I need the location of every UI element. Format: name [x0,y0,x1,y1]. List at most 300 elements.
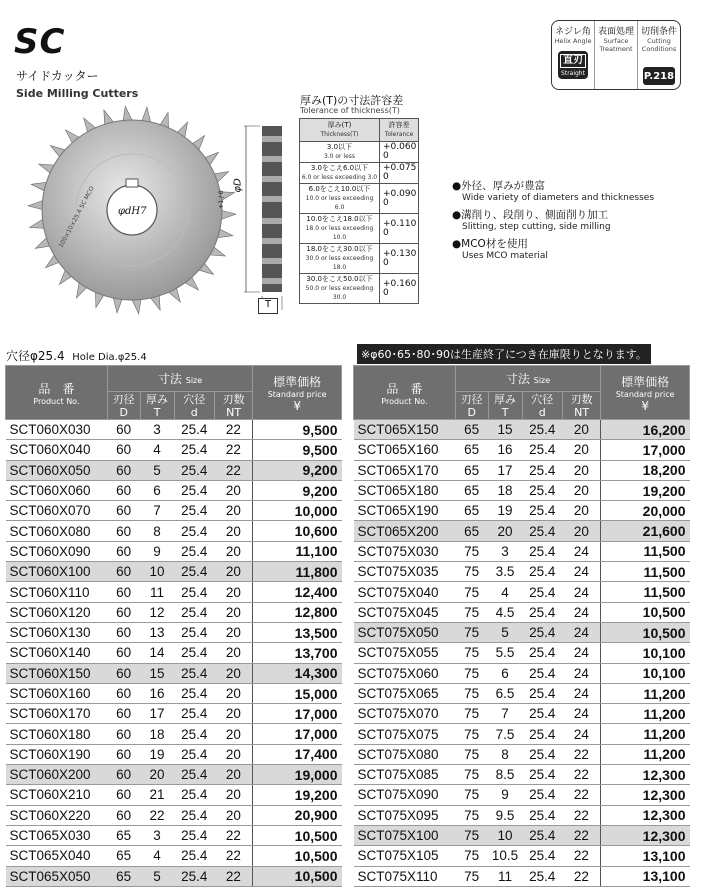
table-row [354,744,690,764]
cutter-diameter: 65 [455,420,488,440]
tooth-count: 22 [563,744,601,764]
standard-price: 19,000 [253,765,342,785]
thickness: 3.5 [488,562,522,582]
tooth-count: 22 [215,866,253,886]
table-row [354,480,690,500]
thickness: 22 [140,805,174,825]
hole-diameter: 25.4 [522,683,562,703]
tolerance-table [299,118,419,304]
product-number: SCT060X030 [6,420,108,440]
tooth-count: 20 [563,460,601,480]
thickness: 7.5 [488,724,522,744]
thickness: 12 [140,602,174,622]
thickness: 18 [488,480,522,500]
standard-price: 13,100 [601,866,690,886]
standard-price: 10,000 [253,501,342,521]
table-row [354,541,690,561]
product-number: SCT075X070 [354,704,456,724]
tol-range: 3.0をこえ6.0以下 6.0 or less exceeding 3.0 [300,163,380,184]
product-number: SCT075X075 [354,724,456,744]
table-row [6,724,342,744]
tooth-count: 24 [563,622,601,642]
standard-price: 18,200 [601,460,690,480]
product-number: SCT060X130 [6,622,108,642]
table-row [6,683,342,703]
feature-item [452,236,654,261]
product-number: SCT060X190 [6,744,108,764]
thickness: 17 [140,704,174,724]
thickness: 10.5 [488,846,522,866]
cutter-diameter: 60 [107,501,140,521]
helix-label-en: Helix Angle [554,37,592,45]
table-row [6,663,342,683]
thickness: 16 [488,440,522,460]
cutter-diameter: 60 [107,460,140,480]
cutter-diameter: 65 [455,440,488,460]
cutter-diameter: 60 [107,724,140,744]
product-number: SCT060X040 [6,440,108,460]
hole-diameter: 25.4 [522,501,562,521]
cutting-label-jp: 切削条件 [640,27,677,37]
tooth-count: 22 [563,866,601,886]
thickness: 5 [488,622,522,642]
helix-label-jp: ネジレ角 [555,27,591,37]
feature-jp: ●MCO材を使用 [452,238,528,250]
tooth-count: 20 [215,480,253,500]
table-row [354,785,690,805]
hole-diameter: 25.4 [174,643,214,663]
tooth-count: 20 [563,521,601,541]
thickness: 13 [140,622,174,642]
tooth-count: 20 [215,805,253,825]
hole-diameter: 25.4 [174,683,214,703]
cutting-conditions-cell [638,21,680,89]
tol-range: 6.0をこえ10.0以下 10.0 or less exceeding 6.0 [300,184,380,214]
header-T: 厚み T [488,392,522,420]
product-number: SCT060X070 [6,501,108,521]
tolerance-row [300,214,419,244]
table-row [354,704,690,724]
header-T: 厚み T [140,392,174,420]
header-d: 穴径 d [174,392,214,420]
table-row [6,785,342,805]
standard-price: 11,800 [253,562,342,582]
cutter-diameter: 75 [455,805,488,825]
tooth-count: 24 [563,602,601,622]
discontinued-notice: ※φ60･65･80･90は生産終了につき在庫限りとなります。 [357,344,651,364]
thickness: 15 [488,420,522,440]
table-row [6,420,342,440]
cutter-diameter: 60 [107,440,140,460]
standard-price: 9,500 [253,420,342,440]
straight-flute-icon [558,51,588,79]
hole-diameter: 25.4 [522,541,562,561]
product-number: SCT075X055 [354,643,456,663]
cutting-label-en: Cutting Conditions [641,37,677,53]
thickness: 8 [488,744,522,764]
hole-diameter: 25.4 [174,724,214,744]
straight-label-jp: 直刃 [560,54,586,68]
thickness: 16 [140,683,174,703]
thickness: 4.5 [488,602,522,622]
tolerance-row [300,184,419,214]
thickness: 9 [140,541,174,561]
helix-angle-cell [552,21,595,89]
table-row [354,420,690,440]
tol-value: +0.110 0 [380,214,419,244]
tooth-count: 20 [563,501,601,521]
cutter-diameter: 75 [455,663,488,683]
standard-price: 11,200 [601,683,690,703]
thickness: 14 [140,643,174,663]
table-row [354,521,690,541]
standard-price: 19,200 [601,480,690,500]
feature-jp: ●外径、厚みが豊富 [452,180,546,192]
standard-price: 12,300 [601,825,690,845]
tooth-count: 24 [563,562,601,582]
standard-price: 17,000 [601,440,690,460]
product-number: SCT075X080 [354,744,456,764]
feature-item [452,207,654,232]
hole-diameter: 25.4 [174,622,214,642]
cutter-diameter: 65 [455,501,488,521]
table-row [6,866,342,886]
hole-diameter: 25.4 [522,846,562,866]
tooth-count: 20 [215,521,253,541]
table-row [354,825,690,845]
tol-value: +0.060 0 [380,142,419,163]
thickness: 3 [488,541,522,561]
standard-price: 10,500 [253,825,342,845]
tooth-count: 20 [215,704,253,724]
product-name-en: Side Milling Cutters [16,87,139,100]
thickness: 9 [488,785,522,805]
tolerance-title: 厚み(T)の寸法許容差 [300,94,404,107]
tolerance-subtitle: Tolerance of thickness(T) [300,106,400,115]
tooth-count: 20 [215,683,253,703]
standard-price: 11,200 [601,724,690,744]
thickness: 20 [488,521,522,541]
tooth-count: 20 [215,724,253,744]
thickness: 15 [140,663,174,683]
tol-header-tolerance: 許容差 Tolerance [380,119,419,142]
thickness: 18 [140,724,174,744]
hole-diameter: 25.4 [522,562,562,582]
cutter-diameter: 75 [455,602,488,622]
tooth-count: 20 [215,501,253,521]
tooth-count: 20 [563,440,601,460]
thickness: 11 [140,582,174,602]
thickness: 3 [140,825,174,845]
hole-diameter: 25.4 [174,501,214,521]
thickness: 11 [488,866,522,886]
cutter-diameter: 60 [107,663,140,683]
table-row [6,825,342,845]
feature-list [452,178,654,265]
tol-value: +0.090 0 [380,184,419,214]
hole-label-jp: 穴径φ25.4 [6,349,65,363]
table-row [6,440,342,460]
standard-price: 11,200 [601,744,690,764]
tooth-count: 20 [563,480,601,500]
hole-diameter: 25.4 [522,724,562,744]
cutter-diameter: 75 [455,724,488,744]
table-row [354,805,690,825]
cutter-diameter: 60 [107,683,140,703]
product-number: SCT065X190 [354,501,456,521]
standard-price: 9,200 [253,480,342,500]
product-number: SCT060X110 [6,582,108,602]
standard-price: 17,000 [253,724,342,744]
product-number: SCT075X095 [354,805,456,825]
table-row [354,460,690,480]
hole-diameter: 25.4 [522,866,562,886]
cutter-illustration [22,100,242,320]
feature-en: Wide variety of diameters and thicknesses [462,193,655,203]
table-row [354,724,690,744]
product-number: SCT060X120 [6,602,108,622]
tooth-count: 24 [563,683,601,703]
hole-diameter: 25.4 [522,704,562,724]
hole-diameter: 25.4 [174,846,214,866]
hole-diameter: 25.4 [522,805,562,825]
hole-diameter: 25.4 [174,460,214,480]
tol-range: 30.0をこえ50.0以下 50.0 or less exceeding 30.0 [300,274,380,304]
standard-price: 12,800 [253,602,342,622]
header-D: 刃径 D [455,392,488,420]
product-number: SCT075X035 [354,562,456,582]
tooth-count: 24 [563,663,601,683]
product-name-jp: サイドカッター [16,69,99,83]
standard-price: 12,400 [253,582,342,602]
feature-en: Uses MCO material [462,251,548,261]
table-row [354,643,690,663]
cutter-diameter: 75 [455,643,488,663]
standard-price: 11,500 [601,582,690,602]
cutter-diameter: 60 [107,541,140,561]
thickness: 5 [140,866,174,886]
hole-diameter-label [6,347,147,364]
tooth-count: 20 [215,744,253,764]
cutter-diameter: 60 [107,704,140,724]
standard-price: 10,600 [253,521,342,541]
hole-diameter: 25.4 [174,825,214,845]
standard-price: 12,300 [601,805,690,825]
tooth-count: 22 [563,785,601,805]
table-row [354,663,690,683]
table-row [354,501,690,521]
header-NT: 刃数 NT [563,392,601,420]
table-row [6,846,342,866]
table-row [6,541,342,561]
hole-diameter: 25.4 [522,440,562,460]
outer-diameter-label [233,178,244,192]
tooth-count: 22 [215,846,253,866]
cutter-diameter: 75 [455,562,488,582]
standard-price: 9,500 [253,440,342,460]
standard-price: 10,100 [601,663,690,683]
tolerance-row [300,244,419,274]
hole-diameter: 25.4 [174,521,214,541]
product-number: SCT065X160 [354,440,456,460]
series-title: SC [14,22,66,62]
thickness: 6.5 [488,683,522,703]
tooth-count: 20 [215,622,253,642]
tooth-count: 22 [563,805,601,825]
tol-value: +0.130 0 [380,244,419,274]
thickness: 19 [488,501,522,521]
table-row [6,805,342,825]
product-number: SCT075X100 [354,825,456,845]
thickness: 20 [140,765,174,785]
standard-price: 13,700 [253,643,342,663]
tooth-count: 20 [215,663,253,683]
thickness: 7 [488,704,522,724]
thickness: 10 [488,825,522,845]
product-number: SCT060X200 [6,765,108,785]
hole-diameter: 25.4 [174,602,214,622]
feature-en: Slitting, step cutting, side milling [462,222,611,232]
tooth-count: 24 [563,704,601,724]
thickness-dimension-label: T [258,298,278,314]
hole-diameter: 25.4 [522,825,562,845]
table-row [6,460,342,480]
product-number: SCT060X050 [6,460,108,480]
tolerance-row [300,163,419,184]
cutter-diameter: 75 [455,683,488,703]
standard-price: 10,500 [601,622,690,642]
tooth-count: 20 [215,562,253,582]
product-number: SCT060X220 [6,805,108,825]
tooth-count: 24 [563,724,601,744]
header-size: 寸法 Size [107,366,253,392]
thickness: 7 [140,501,174,521]
hole-diameter: 25.4 [174,480,214,500]
page-reference-link[interactable]: P.218 [643,67,675,85]
product-number: SCT075X030 [354,541,456,561]
table-row [6,622,342,642]
hole-diameter: 25.4 [522,744,562,764]
table-row [354,582,690,602]
tooth-count: 22 [215,440,253,460]
header-price: 標準価格 Standard price ¥ [601,366,690,420]
standard-price: 11,500 [601,562,690,582]
hole-diameter: 25.4 [522,602,562,622]
cutter-diameter: 75 [455,744,488,764]
standard-price: 12,300 [601,785,690,805]
tooth-count: 22 [215,460,253,480]
cutter-diameter: 75 [455,846,488,866]
tooth-count: 24 [563,582,601,602]
cutter-diameter: 60 [107,643,140,663]
cutter-diameter: 60 [107,480,140,500]
tooth-count: 20 [215,785,253,805]
table-row [6,521,342,541]
product-number: SCT060X080 [6,521,108,541]
cutter-diameter: 75 [455,622,488,642]
thickness: 6 [488,663,522,683]
tooth-count: 22 [215,420,253,440]
product-number: SCT075X110 [354,866,456,886]
header-product-no: 品 番 Product No. [6,366,108,420]
thickness: 5 [140,460,174,480]
standard-price: 10,100 [601,643,690,663]
feature-jp: ●溝削り、段削り、側面削り加工 [452,209,609,221]
standard-price: 10,500 [601,602,690,622]
thickness: 6 [140,480,174,500]
tooth-count: 22 [215,825,253,845]
cutter-diameter: 65 [455,480,488,500]
cutter-diameter: 60 [107,562,140,582]
cutter-diameter: 75 [455,541,488,561]
hole-diameter: 25.4 [522,521,562,541]
table-row [354,440,690,460]
product-number: SCT060X060 [6,480,108,500]
tooth-count: 24 [563,541,601,561]
table-row [354,602,690,622]
tooth-count: 20 [215,643,253,663]
thickness: 10 [140,562,174,582]
product-number: SCT065X200 [354,521,456,541]
tol-value: +0.160 0 [380,274,419,304]
surface-label-jp: 表面処理 [597,27,634,37]
product-number: SCT075X085 [354,765,456,785]
product-number: SCT060X160 [6,683,108,703]
hole-diameter: 25.4 [174,663,214,683]
table-row [354,846,690,866]
hole-diameter: 25.4 [522,622,562,642]
cutter-marking: 100×10×25.4 SC MCO [57,185,96,249]
hole-diameter: 25.4 [522,420,562,440]
table-row [6,562,342,582]
table-row [6,501,342,521]
feature-item [452,178,654,203]
thickness: 4 [140,846,174,866]
standard-price: 9,200 [253,460,342,480]
tooth-count: 22 [563,846,601,866]
header-price: 標準価格 Standard price ¥ [253,366,342,420]
header-product-no: 品 番 Product No. [354,366,456,420]
cutter-diameter: 65 [107,846,140,866]
standard-price: 21,600 [601,521,690,541]
tooth-count: 24 [563,643,601,663]
header-D: 刃径 D [107,392,140,420]
tooth-count: 20 [215,541,253,561]
product-number: SCT060X140 [6,643,108,663]
cutter-diameter: 60 [107,602,140,622]
product-number: SCT065X150 [354,420,456,440]
product-number: SCT065X040 [6,846,108,866]
hole-diameter: 25.4 [174,420,214,440]
tooth-count: 20 [215,582,253,602]
standard-price: 17,000 [253,704,342,724]
thickness-profile-drawing [244,120,284,310]
product-number: SCT060X210 [6,785,108,805]
table-row [354,622,690,642]
table-row [354,562,690,582]
product-number: SCT075X065 [354,683,456,703]
product-number: SCT075X050 [354,622,456,642]
product-number: SCT065X030 [6,825,108,845]
tooth-count: 20 [215,765,253,785]
table-row [354,683,690,703]
standard-price: 20,900 [253,805,342,825]
standard-price: 13,500 [253,622,342,642]
table-row [6,643,342,663]
standard-price: 11,500 [601,541,690,561]
standard-price: 13,100 [601,846,690,866]
product-number: SCT060X180 [6,724,108,744]
